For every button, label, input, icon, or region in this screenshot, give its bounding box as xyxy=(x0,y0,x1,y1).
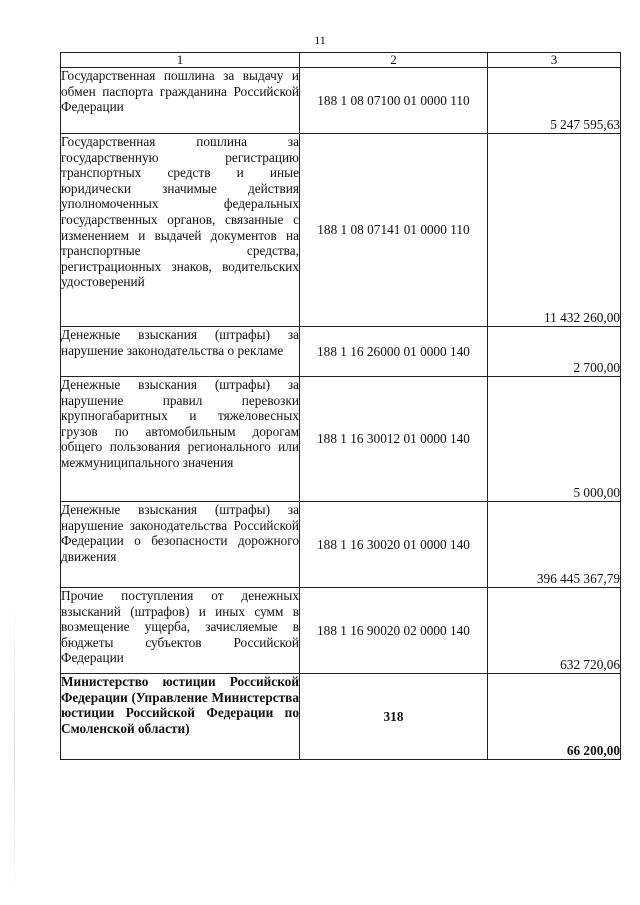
revenue-code: 188 1 16 30012 01 0000 140 xyxy=(300,377,488,502)
ministry-name: Министерство юстиции Российской Федерации (Управление Министерства юстиции Российской Федерации по Смоленской области) xyxy=(61,674,300,760)
table-row xyxy=(61,588,621,674)
revenue-name: Денежные взыскания (штрафы) за нарушение законодательства Российской Федерации о безопасности дорожного движения xyxy=(61,502,300,588)
revenue-amount: 2 700,00 xyxy=(488,327,621,377)
revenue-name: Государственная пошлина за выдачу и обмен паспорта гражданина Российской Федерации xyxy=(61,68,300,134)
scan-margin-line xyxy=(14,600,15,900)
revenue-code: 188 1 16 30020 01 0000 140 xyxy=(300,502,488,588)
revenue-table xyxy=(60,52,621,760)
table-header-row xyxy=(61,53,621,68)
revenue-name: Денежные взыскания (штрафы) за нарушение правил перевозки крупногабаритных и тяжеловесных грузов по автомобильным дорогам общего пользования регионального или межмуниципального значения xyxy=(61,377,300,502)
revenue-amount: 396 445 367,79 xyxy=(488,502,621,588)
revenue-code: 188 1 16 90020 02 0000 140 xyxy=(300,588,488,674)
ministry-code: 318 xyxy=(300,674,488,760)
revenue-name: Денежные взыскания (штрафы) за нарушение законодательства о рекламе xyxy=(61,327,300,377)
revenue-code: 188 1 08 07141 01 0000 110 xyxy=(300,134,488,327)
column-header-3: 3 xyxy=(488,53,621,68)
revenue-name: Государственная пошлина за государственную регистрацию транспортных средств и иные юридически значимые действия уполномоченных федеральных государственных органов, связанные с изменением и выдачей документов на транспортные средства, регистрационных знаков, водительских удостоверений xyxy=(61,134,300,327)
page-number: 11 xyxy=(314,33,326,47)
revenue-name: Прочие поступления от денежных взысканий (штрафов) и иных сумм в возмещение ущерба, зачисляемые в бюджеты субъектов Российской Федерации xyxy=(61,588,300,674)
revenue-amount: 632 720,06 xyxy=(488,588,621,674)
revenue-amount: 11 432 260,00 xyxy=(488,134,621,327)
table-row xyxy=(61,68,621,134)
ministry-amount: 66 200,00 xyxy=(488,674,621,760)
table-row xyxy=(61,502,621,588)
revenue-code: 188 1 08 07100 01 0000 110 xyxy=(300,68,488,134)
ministry-row xyxy=(61,674,621,760)
revenue-amount: 5 247 595,63 xyxy=(488,68,621,134)
table-row xyxy=(61,327,621,377)
column-header-2: 2 xyxy=(300,53,488,68)
revenue-amount: 5 000,00 xyxy=(488,377,621,502)
table-row xyxy=(61,134,621,327)
table-row xyxy=(61,377,621,502)
revenue-code: 188 1 16 26000 01 0000 140 xyxy=(300,327,488,377)
column-header-1: 1 xyxy=(61,53,300,68)
